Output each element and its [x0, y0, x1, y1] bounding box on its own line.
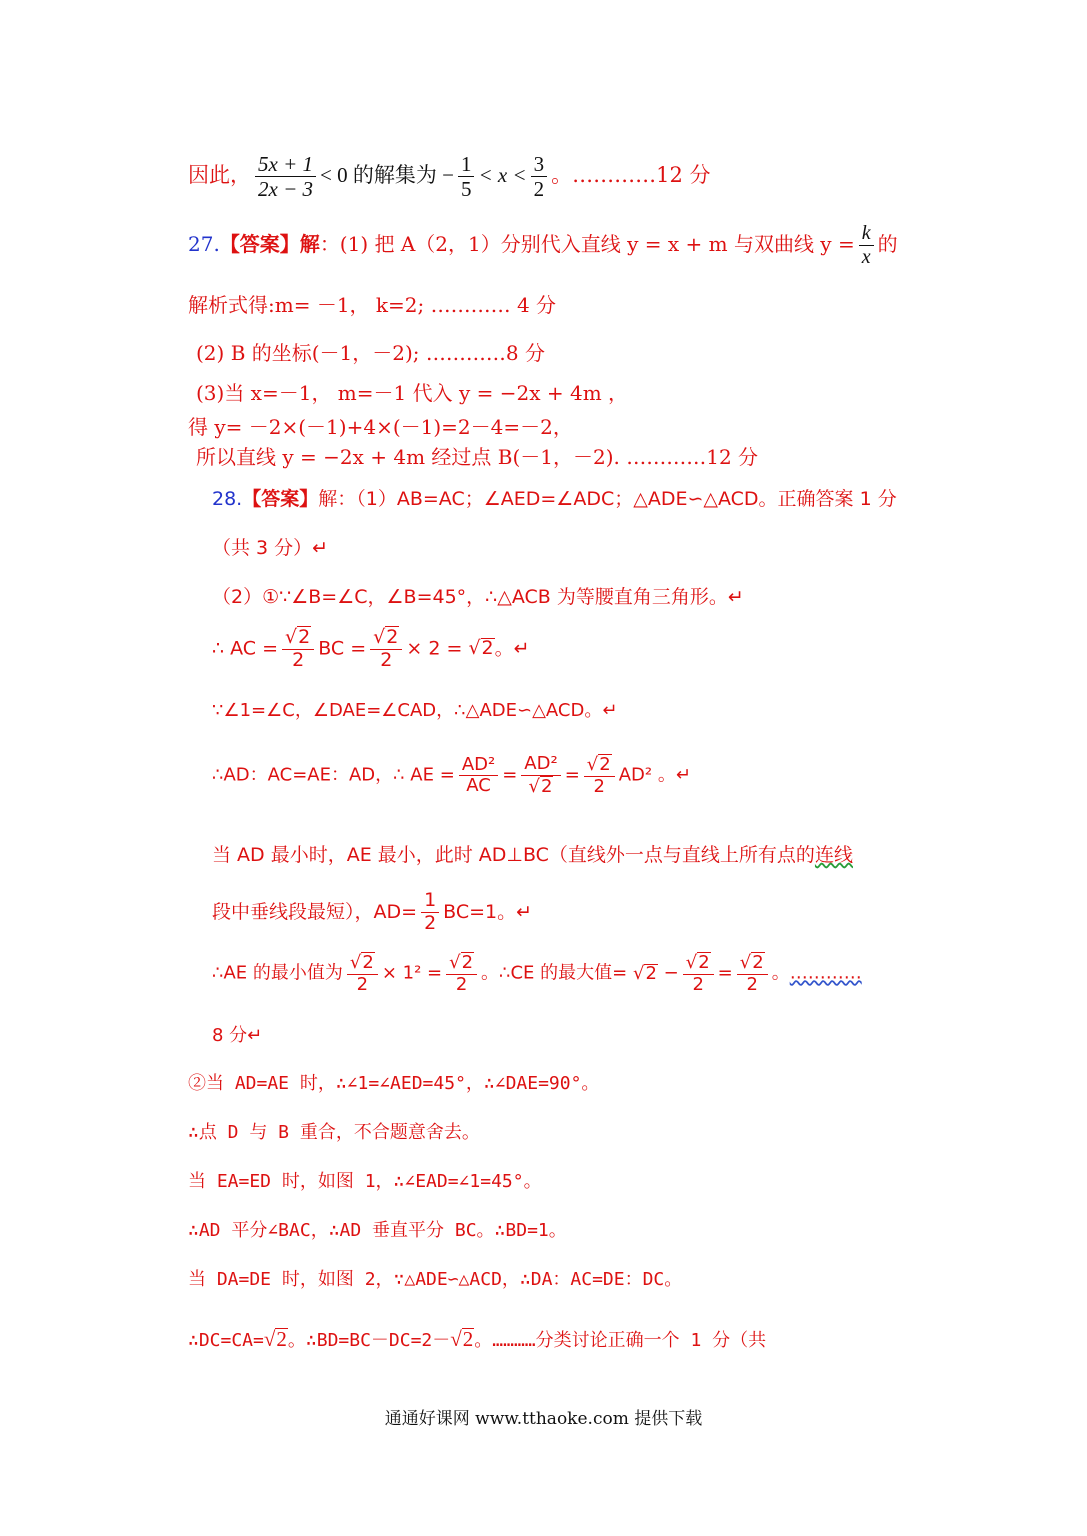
fraction: $\frac{√2}{2}$: [347, 952, 378, 995]
sqrt: √2: [632, 962, 657, 984]
sqrt: √2: [528, 775, 553, 797]
sqrt: √2: [285, 626, 311, 648]
line-16: ∴AE 的最小值为 $\frac{√2}{2}$ × 1² = $\frac{√2}{2}$ 。∴CE 的最大值= √2 − $\frac{√2}{2}$ = $\frac{√2}{2}$ 。…………: [212, 952, 862, 995]
sqrt: √2: [685, 952, 710, 973]
line-6: 得 y= －2×(－1)+4×(－1)=2－4=－2，: [188, 415, 573, 439]
fraction: $\frac{1}{2}$: [421, 890, 439, 935]
line-12: ∵∠1=∠C，∠DAE=∠CAD，∴△ADE∽△ACD。↵: [212, 700, 618, 721]
line-21: ∴AD 平分∠BAC，∴AD 垂直平分 BC。∴BD=1。: [188, 1220, 567, 1241]
line-1: 因此， $\frac{5x + 1}{2x - 3}$ < 0 的解集为 − $\frac{1}{5}$ < x < $\frac{3}{2}$ 。…………12 分: [188, 152, 711, 202]
line-23: ∴DC=CA=√2。∴BD=BC－DC=2－√2。…………分类讨论正确一个 1 分（共: [188, 1327, 767, 1351]
fraction: $\frac{3}{2}$: [531, 152, 548, 201]
fraction: $\frac{√2}{2}$: [446, 952, 477, 995]
line-2: 27.【答案】解：(1) 把 A（2，1）分别代入直线 y = x + m 与双曲线 y = $\frac{k}{x}$ 的: [188, 222, 898, 268]
line-22: 当 DA=DE 时，如图 2，∵△ADE∽△ACD，∴DA：AC=DE：DC。: [188, 1269, 683, 1290]
page-footer: 通通好课网 www.tthaoke.com 提供下载: [384, 1409, 703, 1429]
fraction: $\frac{√2}{2}$: [737, 952, 768, 995]
line-4: (2) B 的坐标(－1，－2); …………8 分: [196, 341, 545, 365]
line-13: ∴AD：AC=AE：AD，∴ AE = $\frac{\text{AD²}}{AC}$ = $\frac{\text{AD²}}{√2}$ = $\frac{√2}{2}$ AD² 。↵: [212, 753, 691, 797]
line-8: 28.【答案】解：（1）AB=AC；∠AED=∠ADC；△ADE∽△ACD。正确答案 1 分: [212, 488, 897, 510]
sqrt: √2: [450, 1327, 474, 1351]
sqrt: √2: [449, 952, 474, 973]
line-17: 8 分↵: [212, 1025, 263, 1046]
fraction: $\frac{√2}{2}$: [584, 754, 615, 797]
line-19: ∴点 D 与 B 重合，不合题意舍去。: [188, 1122, 480, 1143]
line-11: ∴ AC = $\frac{√2}{2}$ BC = $\frac{√2}{2}$ × 2 = √2。↵: [212, 626, 530, 671]
line-9: （共 3 分）↵: [212, 537, 329, 559]
line-15: 段中垂线段最短），AD= $\frac{1}{2}$ BC=1。↵: [212, 889, 533, 934]
line-5: (3)当 x=－1， m=－1 代入 y = −2x + 4m ，: [196, 381, 629, 405]
fraction: $\frac{5x + 1}{2x - 3}$: [255, 152, 316, 201]
sqrt: √2: [263, 1327, 287, 1351]
line-10: （2）①∵∠B=∠C，∠B=45°，∴△ACB 为等腰直角三角形。↵: [212, 586, 744, 608]
fraction: $\frac{\text{AD²}}{AC}$: [459, 755, 498, 797]
sqrt: √2: [586, 754, 611, 775]
sqrt: √2: [349, 952, 374, 973]
fraction: $\frac{1}{5}$: [458, 152, 475, 201]
line-18: ②当 AD=AE 时，∴∠1=∠AED=45°，∴∠DAE=90°。: [188, 1073, 600, 1094]
line-20: 当 EA=ED 时，如图 1，∴∠EAD=∠1=45°。: [188, 1171, 542, 1192]
fraction: $\frac{√2}{2}$: [370, 626, 402, 672]
fraction: $\frac{k}{x}$: [859, 222, 874, 269]
fraction: $\frac{√2}{2}$: [282, 626, 314, 672]
sqrt: √2: [468, 637, 494, 660]
line-7: 所以直线 y = −2x + 4m 经过点 B(－1，－2). …………12 分: [196, 445, 759, 469]
line-14: 当 AD 最小时，AE 最小，此时 AD⊥BC（直线外一点与直线上所有点的连线: [212, 844, 853, 866]
sqrt: √2: [373, 626, 399, 648]
line-3: 解析式得:m= －1， k=2; ………… 4 分: [188, 293, 557, 317]
sqrt: √2: [739, 952, 764, 973]
fraction: $\frac{\text{AD²}}{√2}$: [521, 754, 560, 797]
fraction: $\frac{√2}{2}$: [683, 952, 714, 995]
